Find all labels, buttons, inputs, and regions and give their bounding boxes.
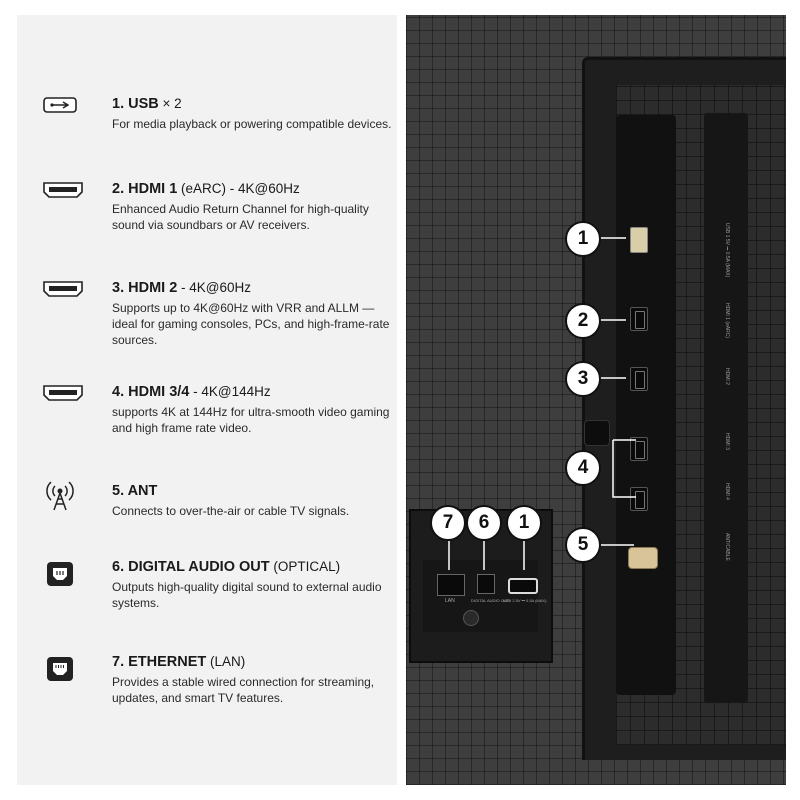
- label-usb: USB 1 5V ⎓ 0.5A (MAX): [724, 223, 730, 278]
- usb-icon: [43, 97, 77, 113]
- callout-lines: [406, 15, 786, 785]
- hdmi-icon: [43, 182, 83, 198]
- legend-description: Enhanced Audio Return Channel for high-quality sound via soundbars or AV receivers.: [112, 202, 369, 232]
- legend-title: 6. DIGITAL AUDIO OUT (OPTICAL): [112, 559, 341, 575]
- legend-title: 7. ETHERNET (LAN): [112, 654, 246, 670]
- hdmi-icon: [43, 281, 83, 297]
- label-hdmi-2: HDMI 2: [724, 368, 730, 385]
- legend-description: Connects to over-the-air or cable TV signals.: [112, 504, 350, 518]
- label-hdmi-1: HDMI 1 (eARC): [724, 303, 730, 339]
- legend-title: 3. HDMI 2 - 4K@60Hz: [112, 280, 251, 296]
- port-legend-panel: [17, 15, 397, 785]
- callout-badge-usb: 1: [565, 221, 601, 257]
- legend-title: 4. HDMI 3/4 - 4K@144Hz: [112, 384, 271, 400]
- hdmi-icon: [43, 385, 83, 401]
- legend-title: 5. ANT: [112, 483, 158, 499]
- ethernet-icon: [46, 656, 74, 682]
- callout-badge-hdmi-2: 3: [565, 361, 601, 397]
- antenna-icon: [45, 478, 75, 512]
- callout-badge-ethernet: 7: [430, 505, 466, 541]
- callout-badge-usb-2: 1: [506, 505, 542, 541]
- legend-description: Provides a stable wired connection for streaming, updates, and smart TV features.: [112, 675, 375, 705]
- label-optical: DIGITAL AUDIO OUT: [471, 598, 510, 603]
- callout-badge-hdmi-1: 2: [565, 303, 601, 339]
- label-ant-cable: ANT/CABLE: [724, 533, 730, 561]
- legend-description: Outputs high-quality digital sound to external audio systems.: [112, 580, 382, 610]
- label-usb-2: USB 2 5V ⎓ 0.5A (MAX): [503, 598, 547, 603]
- tv-back-photo: [406, 15, 786, 785]
- legend-description: Supports up to 4K@60Hz with VRR and ALLM — ideal for gaming consoles, PCs, and high-frame-rate sources.: [112, 301, 390, 347]
- legend-title: 1. USB × 2: [112, 96, 182, 112]
- label-lan: LAN: [445, 598, 455, 604]
- legend-title: 2. HDMI 1 (eARC) - 4K@60Hz: [112, 181, 300, 197]
- legend-description: supports 4K at 144Hz for ultra-smooth video gaming and high frame rate video.: [112, 405, 390, 435]
- legend-description: For media playback or powering compatible devices.: [112, 117, 392, 131]
- callout-badge-optical: 6: [466, 505, 502, 541]
- callout-badge-antenna: 5: [565, 527, 601, 563]
- optical-audio-icon: [46, 561, 74, 587]
- label-hdmi-3: HDMI 3: [724, 433, 730, 450]
- callout-badge-hdmi-3-4: 4: [565, 450, 601, 486]
- label-hdmi-4: HDMI 4: [724, 483, 730, 500]
